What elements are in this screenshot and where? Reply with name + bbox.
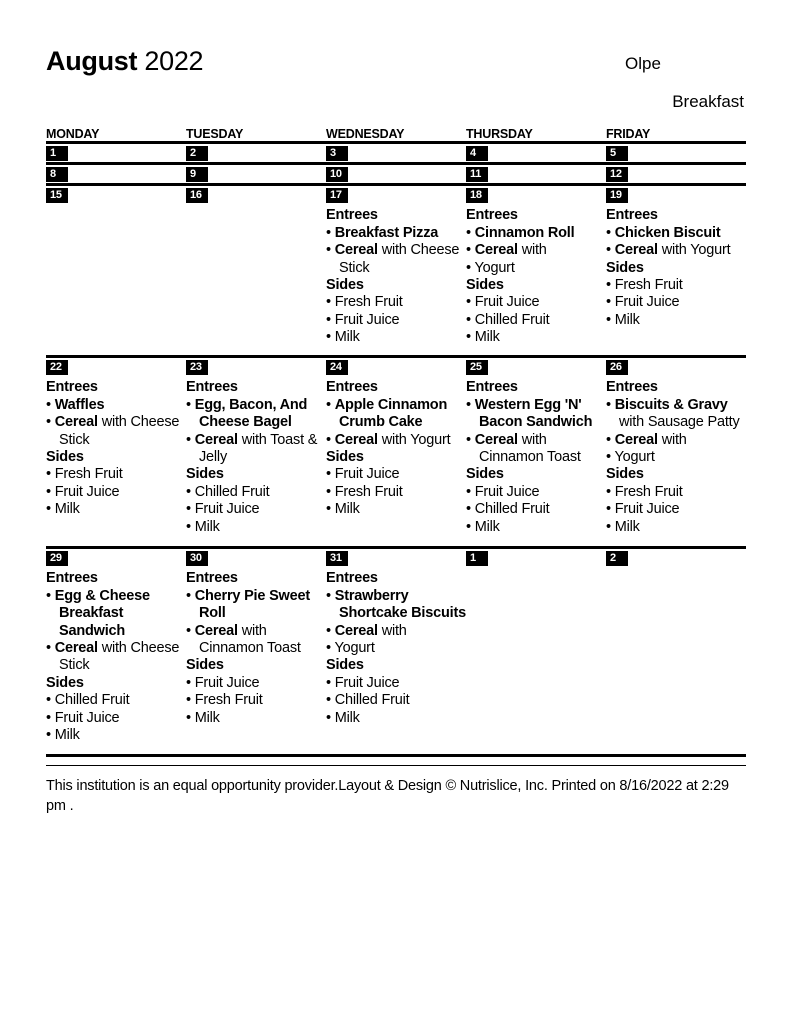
menu-section-header: Sides bbox=[606, 259, 644, 276]
menu-item-detail: Milk bbox=[194, 518, 220, 535]
menu-item-detail: with Cheese bbox=[97, 414, 180, 431]
day-name-wednesday: WEDNESDAY bbox=[326, 127, 405, 141]
day-cell bbox=[46, 358, 186, 519]
menu-item-detail: Fruit Juice bbox=[614, 294, 680, 311]
menu-item-name: Egg & Cheese bbox=[54, 587, 150, 604]
day-name-friday: FRIDAY bbox=[606, 127, 651, 141]
bullet-icon: • bbox=[606, 449, 615, 466]
menu-item-detail: Milk bbox=[614, 311, 640, 328]
menu-item bbox=[326, 692, 466, 709]
menu-item-detail: Chilled Fruit bbox=[194, 483, 270, 500]
day-number: 26 bbox=[606, 360, 628, 375]
bullet-icon: • bbox=[466, 518, 475, 535]
menu-section-header: Entrees bbox=[186, 379, 238, 396]
title-month: August bbox=[46, 46, 138, 76]
menu-item bbox=[46, 640, 186, 657]
day-cell bbox=[326, 165, 466, 182]
bullet-icon: • bbox=[466, 431, 475, 448]
menu-list bbox=[186, 570, 326, 727]
menu-item bbox=[46, 414, 186, 431]
menu-item-name: Cereal bbox=[474, 242, 518, 259]
menu-list bbox=[466, 379, 606, 536]
menu-item bbox=[606, 484, 746, 501]
bullet-icon: • bbox=[466, 242, 475, 259]
menu-item-detail: Fruit Juice bbox=[194, 501, 260, 518]
menu-list bbox=[326, 207, 466, 346]
menu-list bbox=[466, 207, 606, 346]
menu-item bbox=[466, 484, 606, 501]
menu-section-header: Entrees bbox=[606, 379, 658, 396]
day-cell bbox=[606, 358, 746, 536]
menu-item-continuation: Stick bbox=[59, 657, 90, 674]
menu-section-header: Sides bbox=[466, 466, 504, 483]
day-cell bbox=[186, 144, 326, 161]
menu-item-detail: Milk bbox=[614, 518, 640, 535]
day-number: 5 bbox=[606, 146, 628, 161]
menu-section-header: Entrees bbox=[46, 570, 98, 587]
menu-item-detail: Fresh Fruit bbox=[334, 294, 403, 311]
menu-item-detail: Fruit Juice bbox=[474, 483, 540, 500]
bullet-icon: • bbox=[606, 311, 615, 328]
menu-item-detail: Milk bbox=[474, 518, 500, 535]
day-cell bbox=[466, 186, 606, 347]
menu-item-detail: Yogurt bbox=[334, 640, 375, 657]
bullet-icon: • bbox=[466, 483, 475, 500]
day-number: 15 bbox=[46, 188, 68, 203]
bullet-icon: • bbox=[606, 431, 615, 448]
menu-item-name: Apple Cinnamon bbox=[334, 396, 448, 413]
menu-item bbox=[186, 484, 326, 501]
menu-item-name: Cereal bbox=[194, 622, 238, 639]
menu-item-name: Biscuits & Gravy bbox=[614, 396, 728, 413]
menu-item bbox=[186, 519, 326, 536]
menu-item-continuation: Jelly bbox=[199, 449, 228, 466]
menu-item-detail: Milk bbox=[194, 709, 220, 726]
day-number: 9 bbox=[186, 167, 208, 182]
menu-item-detail: Fruit Juice bbox=[334, 311, 400, 328]
menu-item bbox=[186, 623, 326, 640]
bullet-icon: • bbox=[46, 709, 55, 726]
menu-list bbox=[186, 379, 326, 536]
footer-divider bbox=[46, 765, 746, 766]
menu-section-header: Sides bbox=[186, 466, 224, 483]
menu-item-detail: Fruit Juice bbox=[194, 674, 260, 691]
menu-item-detail: Fresh Fruit bbox=[334, 483, 403, 500]
menu-item bbox=[326, 397, 466, 414]
menu-item-name: Cereal bbox=[334, 242, 378, 259]
menu-item-detail: with Yogurt bbox=[377, 431, 451, 448]
menu-list bbox=[326, 379, 466, 518]
menu-item-name: Waffles bbox=[54, 396, 105, 413]
menu-item-detail: Fresh Fruit bbox=[194, 692, 263, 709]
bullet-icon: • bbox=[186, 587, 195, 604]
menu-item-continuation: Sandwich bbox=[59, 622, 126, 639]
menu-item-name: Cinnamon Roll bbox=[474, 224, 575, 241]
bullet-icon: • bbox=[46, 483, 55, 500]
menu-item bbox=[606, 294, 746, 311]
page-title bbox=[46, 46, 203, 77]
day-cell bbox=[186, 358, 326, 536]
day-number: 23 bbox=[186, 360, 208, 375]
day-cell bbox=[326, 144, 466, 161]
bullet-icon: • bbox=[466, 501, 475, 518]
menu-item-detail: Fruit Juice bbox=[474, 294, 540, 311]
menu-section-header: Sides bbox=[326, 449, 364, 466]
menu-item bbox=[326, 312, 466, 329]
bullet-icon: • bbox=[326, 242, 335, 259]
day-cell bbox=[466, 165, 606, 182]
menu-section-header: Sides bbox=[326, 657, 364, 674]
menu-item-name: Cereal bbox=[334, 622, 378, 639]
menu-item-detail: Milk bbox=[54, 501, 80, 518]
bullet-icon: • bbox=[326, 692, 335, 709]
menu-item bbox=[186, 432, 326, 449]
day-number: 1 bbox=[46, 146, 68, 161]
bullet-icon: • bbox=[326, 396, 335, 413]
bullet-icon: • bbox=[466, 224, 475, 241]
menu-item-continuation: Stick bbox=[339, 259, 370, 276]
calendar-bottom-border bbox=[46, 754, 746, 757]
bullet-icon: • bbox=[186, 396, 195, 413]
menu-item bbox=[326, 484, 466, 501]
menu-item bbox=[606, 225, 746, 242]
bullet-icon: • bbox=[186, 622, 195, 639]
menu-list bbox=[606, 207, 746, 329]
bullet-icon: • bbox=[606, 242, 615, 259]
menu-item-detail: Fresh Fruit bbox=[614, 277, 683, 294]
menu-item bbox=[466, 397, 606, 414]
menu-item-name: Chicken Biscuit bbox=[614, 224, 721, 241]
menu-item-detail: Fresh Fruit bbox=[54, 466, 123, 483]
menu-item-name: Cereal bbox=[54, 640, 98, 657]
day-number: 4 bbox=[466, 146, 488, 161]
menu-item-detail: Fruit Juice bbox=[54, 483, 120, 500]
bullet-icon: • bbox=[46, 396, 55, 413]
menu-item-detail: Chilled Fruit bbox=[54, 692, 130, 709]
menu-item bbox=[46, 501, 186, 518]
bullet-icon: • bbox=[46, 692, 55, 709]
menu-item-name: Cereal bbox=[474, 431, 518, 448]
menu-item-detail: with bbox=[517, 242, 547, 259]
menu-item-continuation: Cinnamon Toast bbox=[199, 640, 301, 657]
bullet-icon: • bbox=[326, 483, 335, 500]
day-cell bbox=[46, 186, 186, 203]
menu-item-detail: with bbox=[377, 622, 407, 639]
menu-section-header: Entrees bbox=[46, 379, 98, 396]
menu-item-name: Cereal bbox=[194, 431, 238, 448]
menu-section-header: Entrees bbox=[326, 379, 378, 396]
menu-list bbox=[326, 570, 466, 727]
day-cell bbox=[326, 549, 466, 727]
menu-section-header: Sides bbox=[186, 657, 224, 674]
bullet-icon: • bbox=[606, 294, 615, 311]
day-name-thursday: THURSDAY bbox=[466, 127, 533, 141]
day-number: 24 bbox=[326, 360, 348, 375]
menu-item-continuation: Crumb Cake bbox=[339, 414, 423, 431]
menu-item bbox=[46, 466, 186, 483]
school-location: Olpe bbox=[625, 54, 661, 73]
bullet-icon: • bbox=[186, 709, 195, 726]
bullet-icon: • bbox=[326, 466, 335, 483]
menu-item bbox=[466, 242, 606, 259]
day-cell bbox=[606, 165, 746, 182]
menu-item bbox=[326, 501, 466, 518]
day-name-tuesday: TUESDAY bbox=[186, 127, 244, 141]
bullet-icon: • bbox=[186, 692, 195, 709]
day-number: 22 bbox=[46, 360, 68, 375]
menu-item bbox=[466, 294, 606, 311]
menu-item-name: Cereal bbox=[334, 431, 378, 448]
menu-item-detail: Chilled Fruit bbox=[474, 501, 550, 518]
day-number: 10 bbox=[326, 167, 348, 182]
bullet-icon: • bbox=[606, 518, 615, 535]
menu-item bbox=[326, 710, 466, 727]
menu-item-name: Western Egg 'N' bbox=[474, 396, 582, 413]
menu-item-detail: with Toast & bbox=[237, 431, 318, 448]
day-cell bbox=[326, 186, 466, 347]
menu-item bbox=[606, 501, 746, 518]
menu-item-detail: Milk bbox=[334, 329, 360, 346]
bullet-icon: • bbox=[466, 294, 475, 311]
menu-item bbox=[46, 710, 186, 727]
menu-item-name: Breakfast Pizza bbox=[334, 224, 439, 241]
menu-item-continuation: Stick bbox=[59, 431, 90, 448]
bullet-icon: • bbox=[46, 501, 55, 518]
bullet-icon: • bbox=[466, 396, 475, 413]
menu-item-continuation: with Sausage Patty bbox=[619, 414, 740, 431]
day-number: 1 bbox=[466, 551, 488, 566]
menu-section-header: Entrees bbox=[186, 570, 238, 587]
menu-item bbox=[606, 449, 746, 466]
day-number: 18 bbox=[466, 188, 488, 203]
menu-item bbox=[326, 242, 466, 259]
menu-item-detail: with bbox=[237, 622, 267, 639]
menu-section-header: Sides bbox=[46, 674, 84, 691]
menu-item bbox=[186, 710, 326, 727]
menu-item bbox=[326, 466, 466, 483]
menu-item-detail: Milk bbox=[334, 709, 360, 726]
day-cell bbox=[186, 549, 326, 727]
menu-item-name: Cereal bbox=[614, 242, 658, 259]
bullet-icon: • bbox=[46, 587, 55, 604]
menu-item-detail: Fruit Juice bbox=[614, 501, 680, 518]
bullet-icon: • bbox=[46, 466, 55, 483]
day-number: 11 bbox=[466, 167, 488, 182]
menu-item bbox=[326, 675, 466, 692]
menu-item-detail: Fruit Juice bbox=[54, 709, 120, 726]
menu-item bbox=[46, 484, 186, 501]
menu-item bbox=[466, 225, 606, 242]
menu-item-detail: with Yogurt bbox=[657, 242, 731, 259]
menu-section-header: Sides bbox=[46, 449, 84, 466]
day-cell bbox=[606, 549, 746, 566]
menu-item bbox=[326, 588, 466, 605]
day-cell bbox=[46, 549, 186, 744]
meal-type: Breakfast bbox=[672, 92, 744, 111]
bullet-icon: • bbox=[466, 259, 475, 276]
menu-list bbox=[606, 379, 746, 536]
menu-item bbox=[46, 692, 186, 709]
menu-item-detail: Fresh Fruit bbox=[614, 483, 683, 500]
day-cell bbox=[46, 165, 186, 182]
menu-item bbox=[466, 260, 606, 277]
menu-item bbox=[606, 397, 746, 414]
day-name-monday: MONDAY bbox=[46, 127, 100, 141]
menu-item-detail: Yogurt bbox=[474, 259, 515, 276]
menu-item bbox=[326, 640, 466, 657]
menu-item-detail: Yogurt bbox=[614, 449, 655, 466]
menu-item-name: Cereal bbox=[54, 414, 98, 431]
day-number: 2 bbox=[186, 146, 208, 161]
menu-item-name: Cherry Pie Sweet bbox=[194, 587, 310, 604]
day-cell bbox=[186, 165, 326, 182]
bullet-icon: • bbox=[186, 518, 195, 535]
bullet-icon: • bbox=[186, 674, 195, 691]
menu-item bbox=[186, 692, 326, 709]
menu-item-continuation: Shortcake Biscuits bbox=[339, 605, 466, 622]
menu-item-name: Cereal bbox=[614, 431, 658, 448]
menu-item-continuation: Cheese Bagel bbox=[199, 414, 292, 431]
bullet-icon: • bbox=[606, 501, 615, 518]
menu-item-continuation: Roll bbox=[199, 605, 226, 622]
bullet-icon: • bbox=[326, 329, 335, 346]
menu-item bbox=[186, 501, 326, 518]
menu-item-detail: with bbox=[657, 431, 687, 448]
menu-item bbox=[46, 727, 186, 744]
menu-item-detail: with Cheese bbox=[97, 640, 180, 657]
menu-item-name: Egg, Bacon, And bbox=[194, 396, 308, 413]
day-cell bbox=[606, 186, 746, 329]
bullet-icon: • bbox=[46, 727, 55, 744]
title-year: 2022 bbox=[144, 46, 204, 76]
day-number: 8 bbox=[46, 167, 68, 182]
day-cell bbox=[46, 144, 186, 161]
day-number: 29 bbox=[46, 551, 68, 566]
menu-item bbox=[466, 501, 606, 518]
menu-item-detail: Fruit Juice bbox=[334, 466, 400, 483]
bullet-icon: • bbox=[326, 640, 335, 657]
bullet-icon: • bbox=[606, 483, 615, 500]
menu-item bbox=[186, 397, 326, 414]
menu-item bbox=[606, 519, 746, 536]
menu-item bbox=[466, 312, 606, 329]
menu-item-detail: Milk bbox=[474, 329, 500, 346]
menu-item bbox=[326, 329, 466, 346]
menu-item-continuation: Cinnamon Toast bbox=[479, 449, 581, 466]
menu-section-header: Sides bbox=[606, 466, 644, 483]
menu-item-detail: Chilled Fruit bbox=[334, 692, 410, 709]
bullet-icon: • bbox=[326, 587, 335, 604]
menu-section-header: Sides bbox=[466, 277, 504, 294]
menu-list bbox=[46, 570, 186, 744]
menu-section-header: Entrees bbox=[466, 379, 518, 396]
bullet-icon: • bbox=[326, 622, 335, 639]
menu-item bbox=[46, 588, 186, 605]
footer-text: This institution is an equal opportunity provider.Layout & Design © Nutrislice, Inc. Printed on 8/16/2022 at 2:29 pm . bbox=[46, 778, 729, 814]
bullet-icon: • bbox=[466, 311, 475, 328]
bullet-icon: • bbox=[326, 709, 335, 726]
bullet-icon: • bbox=[606, 396, 615, 413]
bullet-icon: • bbox=[326, 674, 335, 691]
menu-item bbox=[326, 623, 466, 640]
menu-item bbox=[46, 397, 186, 414]
bullet-icon: • bbox=[466, 329, 475, 346]
bullet-icon: • bbox=[326, 501, 335, 518]
menu-item bbox=[186, 675, 326, 692]
menu-item bbox=[466, 519, 606, 536]
day-number: 31 bbox=[326, 551, 348, 566]
day-cell bbox=[466, 144, 606, 161]
menu-item bbox=[466, 329, 606, 346]
day-number: 19 bbox=[606, 188, 628, 203]
day-cell bbox=[186, 186, 326, 203]
day-number: 12 bbox=[606, 167, 628, 182]
menu-item-detail: with bbox=[517, 431, 547, 448]
menu-section-header: Entrees bbox=[606, 207, 658, 224]
menu-item bbox=[326, 225, 466, 242]
day-cell bbox=[326, 358, 466, 519]
menu-item bbox=[326, 294, 466, 311]
day-cell bbox=[466, 358, 606, 536]
day-number: 2 bbox=[606, 551, 628, 566]
menu-item-detail: Chilled Fruit bbox=[474, 311, 550, 328]
day-number: 16 bbox=[186, 188, 208, 203]
day-number: 30 bbox=[186, 551, 208, 566]
menu-item bbox=[326, 432, 466, 449]
day-cell bbox=[466, 549, 606, 566]
menu-item bbox=[606, 242, 746, 259]
menu-item-detail: Milk bbox=[334, 501, 360, 518]
bullet-icon: • bbox=[606, 224, 615, 241]
menu-item-continuation: Bacon Sandwich bbox=[479, 414, 593, 431]
menu-section-header: Entrees bbox=[326, 207, 378, 224]
menu-item-detail: Milk bbox=[54, 727, 80, 744]
menu-item bbox=[606, 277, 746, 294]
bullet-icon: • bbox=[326, 294, 335, 311]
day-cell bbox=[606, 144, 746, 161]
menu-section-header: Entrees bbox=[466, 207, 518, 224]
menu-item bbox=[606, 432, 746, 449]
menu-item bbox=[606, 312, 746, 329]
bullet-icon: • bbox=[186, 431, 195, 448]
day-number: 25 bbox=[466, 360, 488, 375]
bullet-icon: • bbox=[326, 224, 335, 241]
bullet-icon: • bbox=[46, 640, 55, 657]
menu-item-name: Strawberry bbox=[334, 587, 409, 604]
menu-section-header: Entrees bbox=[326, 570, 378, 587]
bullet-icon: • bbox=[326, 311, 335, 328]
menu-item-detail: with Cheese bbox=[377, 242, 460, 259]
bullet-icon: • bbox=[46, 414, 55, 431]
menu-section-header: Sides bbox=[326, 277, 364, 294]
day-number: 17 bbox=[326, 188, 348, 203]
menu-item-detail: Fruit Juice bbox=[334, 674, 400, 691]
menu-list bbox=[46, 379, 186, 518]
bullet-icon: • bbox=[186, 501, 195, 518]
menu-item bbox=[466, 432, 606, 449]
menu-item bbox=[186, 588, 326, 605]
menu-item-continuation: Breakfast bbox=[59, 605, 124, 622]
day-number: 3 bbox=[326, 146, 348, 161]
bullet-icon: • bbox=[326, 431, 335, 448]
bullet-icon: • bbox=[186, 483, 195, 500]
bullet-icon: • bbox=[606, 277, 615, 294]
